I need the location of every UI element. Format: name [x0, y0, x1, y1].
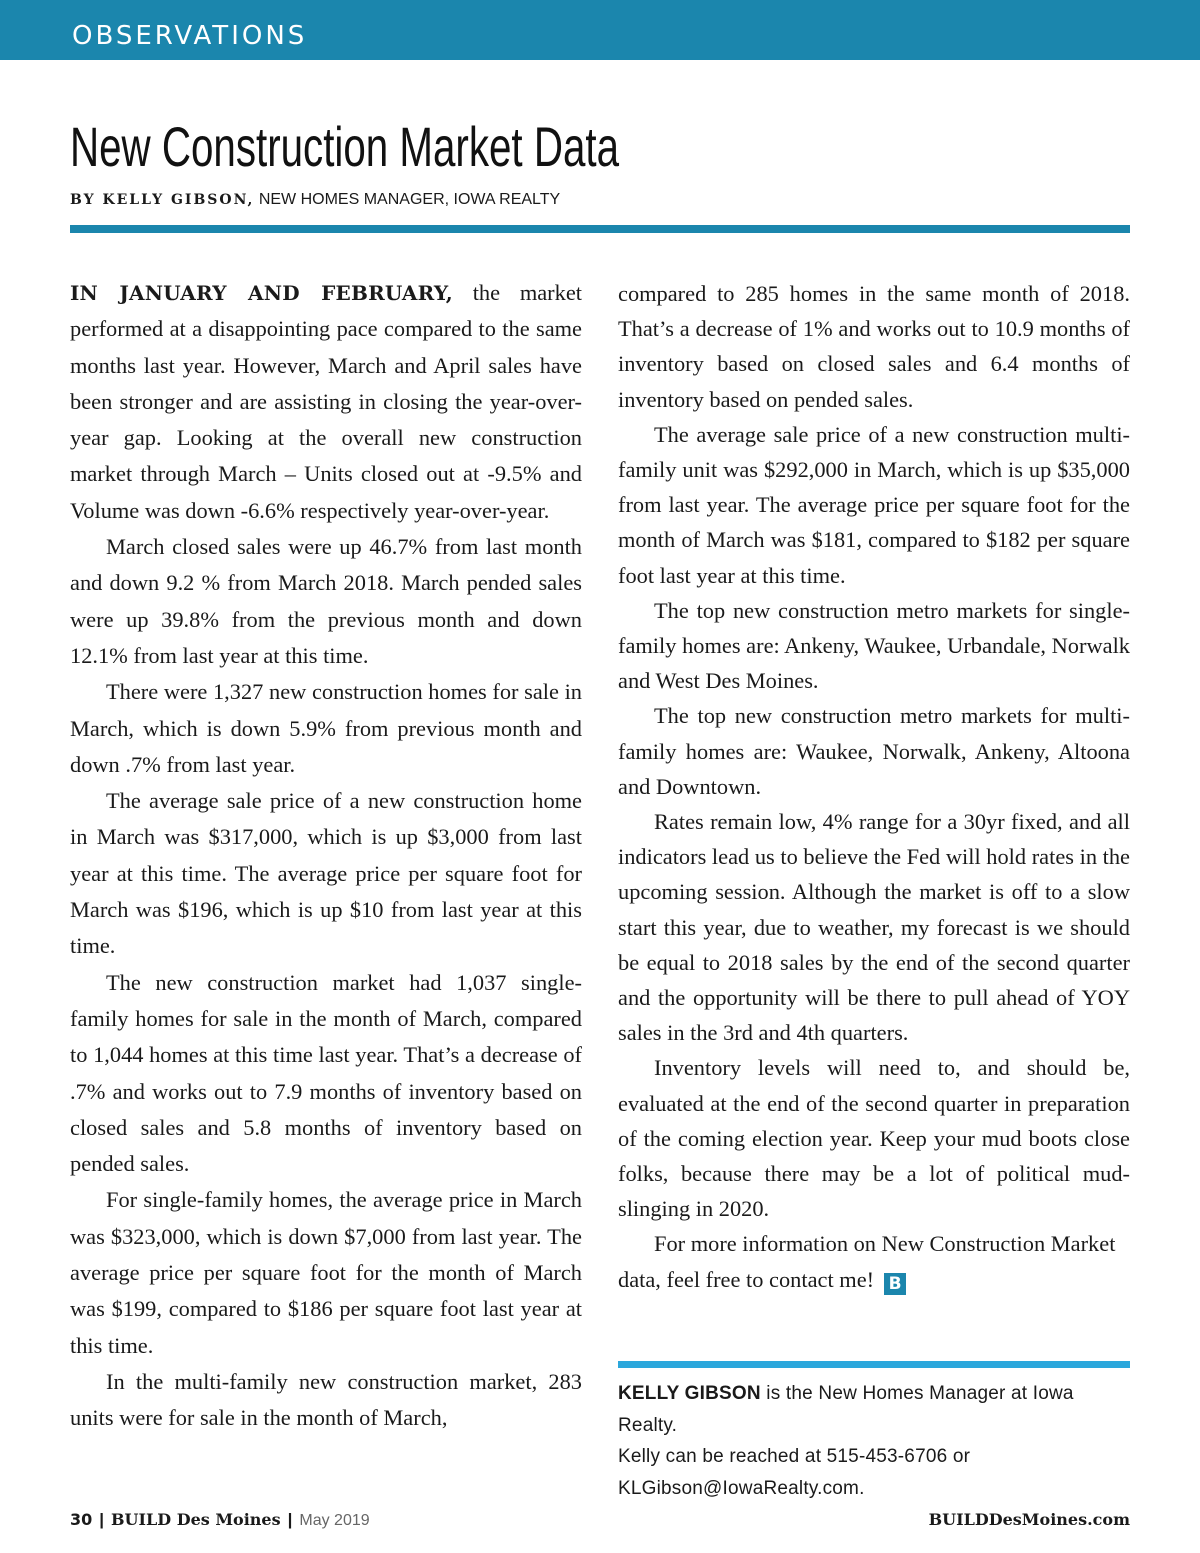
paragraph-text: the market performed at a disappointing pace compared to the same months last year. However, March and April sales have been stronger and are assisting in closing the year-over-year gap. Looking at the overall new construction market through March – Units closed out at -9.5% and Volume was down -6.6% respectively year-over-year. — [70, 280, 582, 523]
website-url: BUILDDesMoines.com — [928, 1510, 1130, 1529]
lead-in: IN JANUARY AND FEBRUARY, — [70, 281, 453, 305]
paragraph: The top new construction metro markets for single-family homes are: Ankeny, Waukee, Urbandale, Norwalk and West Des Moines. — [618, 597, 1130, 694]
author-bio — [618, 1378, 1138, 1504]
paragraph: Rates remain low, 4% range for a 30yr fixed, and all indicators lead us to believe the Fed will hold rates in the upcoming session. Although the market is off to a slow start this year, due to weather, my forecast is we should be equal to 2018 sales by the end of the second quarter and the opportunity will be there to pull ahead of YOY sales in the 3rd and 4th quarters. — [618, 809, 1130, 1046]
byline — [70, 189, 560, 211]
paragraph — [70, 275, 582, 529]
page-number: 30 — [70, 1510, 93, 1529]
paragraph-text: For more information on New Construction Market data, feel free to contact me! — [618, 1231, 1116, 1292]
end-mark-icon: B — [884, 1273, 906, 1295]
bio-email: KLGibson@IowaRealty.com. — [618, 1477, 865, 1499]
footer-separator: | — [287, 1510, 293, 1529]
publication-name: BUILD Des Moines — [111, 1510, 281, 1529]
issue-date: May 2019 — [299, 1512, 370, 1529]
article-title: New Construction Market Data — [70, 115, 620, 178]
byline-author: BY KELLY GIBSON, — [70, 192, 255, 208]
paragraph: The new construction market had 1,037 single-family homes for sale in the month of March, compared to 1,044 homes at this time last year. That’s a decrease of .7% and works out to 7.9 months of inventory based on closed sales and 5.8 months of inventory based on pended sales. — [70, 969, 582, 1177]
byline-role: NEW HOMES MANAGER, IOWA REALTY — [258, 191, 561, 208]
footer-separator: | — [99, 1510, 105, 1529]
title-divider — [70, 225, 1130, 233]
paragraph: For single-family homes, the average price in March was $323,000, which is down $7,000 from last year. The average price per square foot for the month of March was $199, compared to $186 per square foot last year at this time. — [70, 1187, 582, 1358]
article-column-left — [70, 275, 582, 1437]
bio-line — [618, 1378, 1138, 1441]
paragraph: March closed sales were up 46.7% from last month and down 9.2 % from March 2018. March pended sales were up 39.8% from the previous month and down 12.1% from last year at this time. — [70, 534, 582, 668]
paragraph: compared to 285 homes in the same month of 2018. That’s a decrease of 1% and works out to 10.9 months of inventory based on closed sales and 6.4 months of inventory based on pended sales. — [618, 281, 1130, 412]
bio-text: is the New Homes Manager at Iowa Realty. — [618, 1383, 1074, 1436]
paragraph — [618, 1226, 1130, 1296]
page-footer — [70, 1508, 370, 1533]
paragraph: In the multi-family new construction market, 283 units were for sale in the month of March, — [70, 1368, 582, 1431]
paragraph: There were 1,327 new construction homes for sale in March, which is down 5.9% from previous month and down .7% from last year. — [70, 679, 582, 777]
bio-name: KELLY GIBSON — [618, 1383, 761, 1404]
section-label: OBSERVATIONS — [72, 21, 308, 51]
paragraph: The average sale price of a new construction home in March was $317,000, which is up $3,000 from last year at this time. The average price per square foot for March was $196, which is up $10 from last year at this time. — [70, 788, 582, 959]
article-column-right — [618, 276, 1130, 1297]
bio-contact: Kelly can be reached at 515-453-6706 or — [618, 1446, 971, 1467]
section-banner — [0, 0, 1200, 60]
paragraph: Inventory levels will need to, and should be, evaluated at the end of the second quarter in preparation of the coming election year. Keep your mud boots close folks, because there may be a lot of political mud-slinging in 2020. — [618, 1055, 1130, 1222]
paragraph: The top new construction metro markets for multi-family homes are: Waukee, Norwalk, Ankeny, Altoona and Downtown. — [618, 703, 1130, 799]
paragraph: The average sale price of a new construction multi-family unit was $292,000 in March, which is up $35,000 from last year. The average price per square foot for the month of March was $181, compared to $182 per square foot last year at this time. — [618, 421, 1130, 588]
bio-divider — [618, 1361, 1130, 1368]
